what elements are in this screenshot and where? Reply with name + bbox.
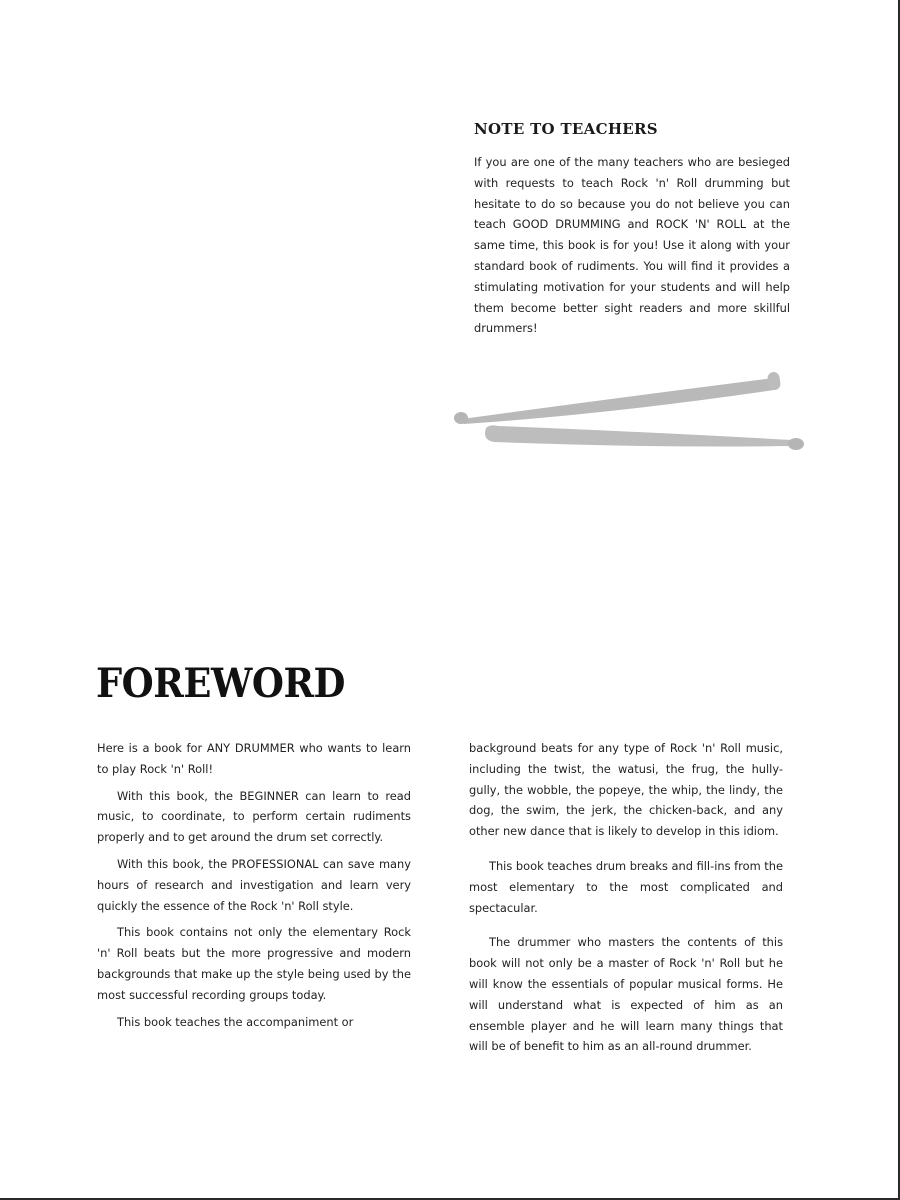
drumstick-upper xyxy=(462,378,779,424)
foreword-title: FOREWORD xyxy=(96,660,346,707)
foreword-paragraph: With this book, the PROFESSIONAL can save many hours of research and investigation and learn very quickly the essence of the Rock 'n' Roll style. xyxy=(97,856,411,913)
note-to-teachers xyxy=(474,120,790,339)
foreword-paragraph: With this book, the BEGINNER can learn to read music, to coordinate, to perform certain rudiments properly and to get around the drum set correctly. xyxy=(97,788,411,845)
foreword-paragraph: The drummer who masters the contents of this book will not only be a master of Rock 'n' Roll but he will know the essentials of popular musical forms. He will understand what is expected of him as an ensemble player and he will learn many things that will be of benefit to him as an all-round drummer. xyxy=(469,935,783,1054)
drumstick-lower xyxy=(485,425,792,446)
foreword-paragraph: Here is a book for ANY DRUMMER who wants to learn to play Rock 'n' Roll! xyxy=(97,741,411,776)
drumstick-tip xyxy=(788,438,804,450)
foreword-column-right xyxy=(469,738,783,1063)
drumsticks-icon xyxy=(450,362,820,462)
foreword-paragraph: This book contains not only the elementary Rock 'n' Roll beats but the more progressive and modern backgrounds that make up the style being used by the most successful recording groups today. xyxy=(97,925,411,1002)
foreword-paragraph: background beats for any type of Rock 'n' Roll music, including the twist, the watusi, the frug, the hully-gully, the wobble, the popeye, the whip, the lindy, the dog, the swim, the jerk, the chicken-back, and any other new dance that is likely to develop in this idiom. xyxy=(469,741,783,839)
foreword-paragraph: This book teaches drum breaks and fill-ins from the most elementary to the most complicated and spectacular. xyxy=(469,858,783,915)
foreword-column-left xyxy=(97,738,411,1038)
foreword-paragraph: This book teaches the accompaniment or xyxy=(117,1014,354,1029)
drumstick-tip xyxy=(454,412,468,424)
note-body: If you are one of the many teachers who are besieged with requests to teach Rock 'n' Roll drumming but hesitate to do so because you do not believe you can teach GOOD DRUMMING and ROCK 'N' ROLL at the same time, this book is for you! Use it along with your standard book of rudiments. You will find it provides a stimulating motivation for your students and will help them become better sight readers and more skillful drummers! xyxy=(474,155,790,336)
note-heading: NOTE TO TEACHERS xyxy=(474,120,658,138)
